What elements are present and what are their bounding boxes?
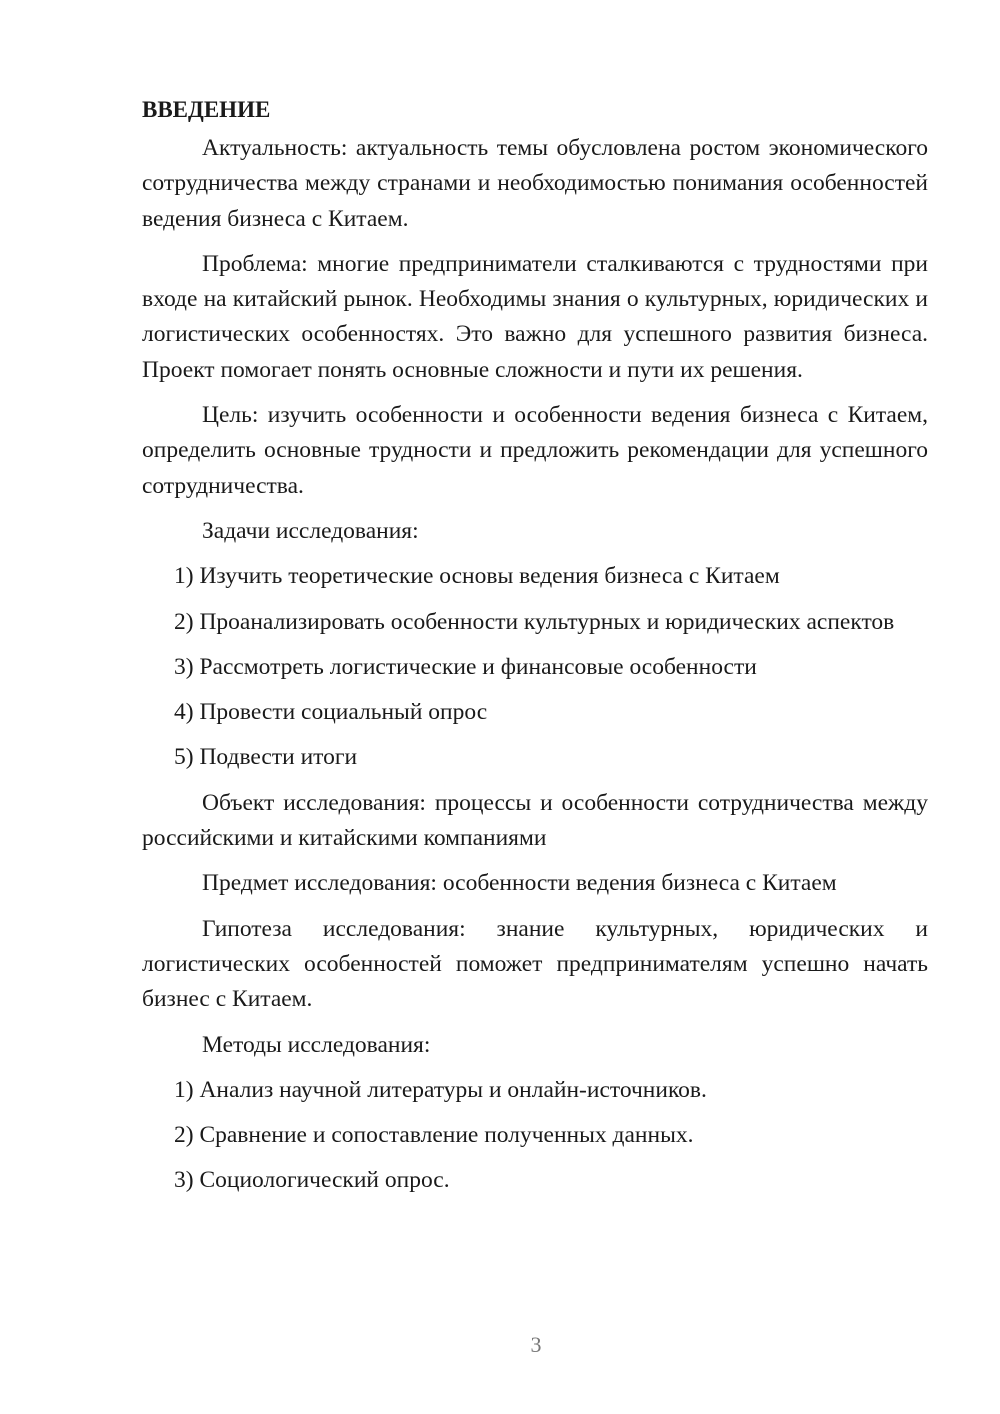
goal-paragraph: Цель: изучить особенности и особенности ведения бизнеса с Китаем, определить основные трудности и предложить рекомендации для успешного сотрудничества.	[142, 402, 928, 499]
task-item: 1) Изучить теоретические основы ведения бизнеса с Китаем	[174, 563, 780, 590]
task-item: 4) Провести социальный опрос	[174, 699, 488, 726]
hypothesis-paragraph: Гипотеза исследования: знание культурных, юридических и логистических особенностей поможет предпринимателям успешно начать бизнес с Китаем.	[142, 915, 928, 1013]
task-item: 3) Рассмотреть логистические и финансовые особенности	[174, 653, 757, 680]
methods-heading: Методы исследования:	[202, 1031, 431, 1058]
problem-paragraph: Проблема: многие предприниматели сталкиваются с трудностями при входе на китайский рынок. Необходимы знания о культурных, юридических и логистических особенностях. Это важно для успешного развития бизнеса. Проект помогает понять основные сложности и пути их решения.	[142, 250, 928, 383]
task-item: 2) Проанализировать особенности культурных и юридических аспектов	[174, 608, 895, 635]
method-item: 1) Анализ научной литературы и онлайн-источников.	[174, 1076, 707, 1103]
subject-paragraph: Предмет исследования: особенности ведения бизнеса с Китаем	[202, 870, 837, 897]
tasks-heading: Задачи исследования:	[202, 517, 419, 544]
page-title: ВВЕДЕНИЕ	[142, 97, 271, 122]
page-number: 3	[530, 1332, 542, 1357]
object-paragraph: Объект исследования: процессы и особенности сотрудничества между российскими и китайскими компаниями	[142, 789, 928, 852]
task-item: 5) Подвести итоги	[174, 744, 358, 771]
method-item: 2) Сравнение и сопоставление полученных данных.	[174, 1122, 694, 1149]
relevance-paragraph: Актуальность: актуальность темы обусловлена ростом экономического сотрудничества между странами и необходимостью понимания особенностей ведения бизнеса с Китаем.	[142, 135, 928, 232]
method-item: 3) Социологический опрос.	[174, 1167, 450, 1194]
page-content	[142, 92, 928, 1199]
